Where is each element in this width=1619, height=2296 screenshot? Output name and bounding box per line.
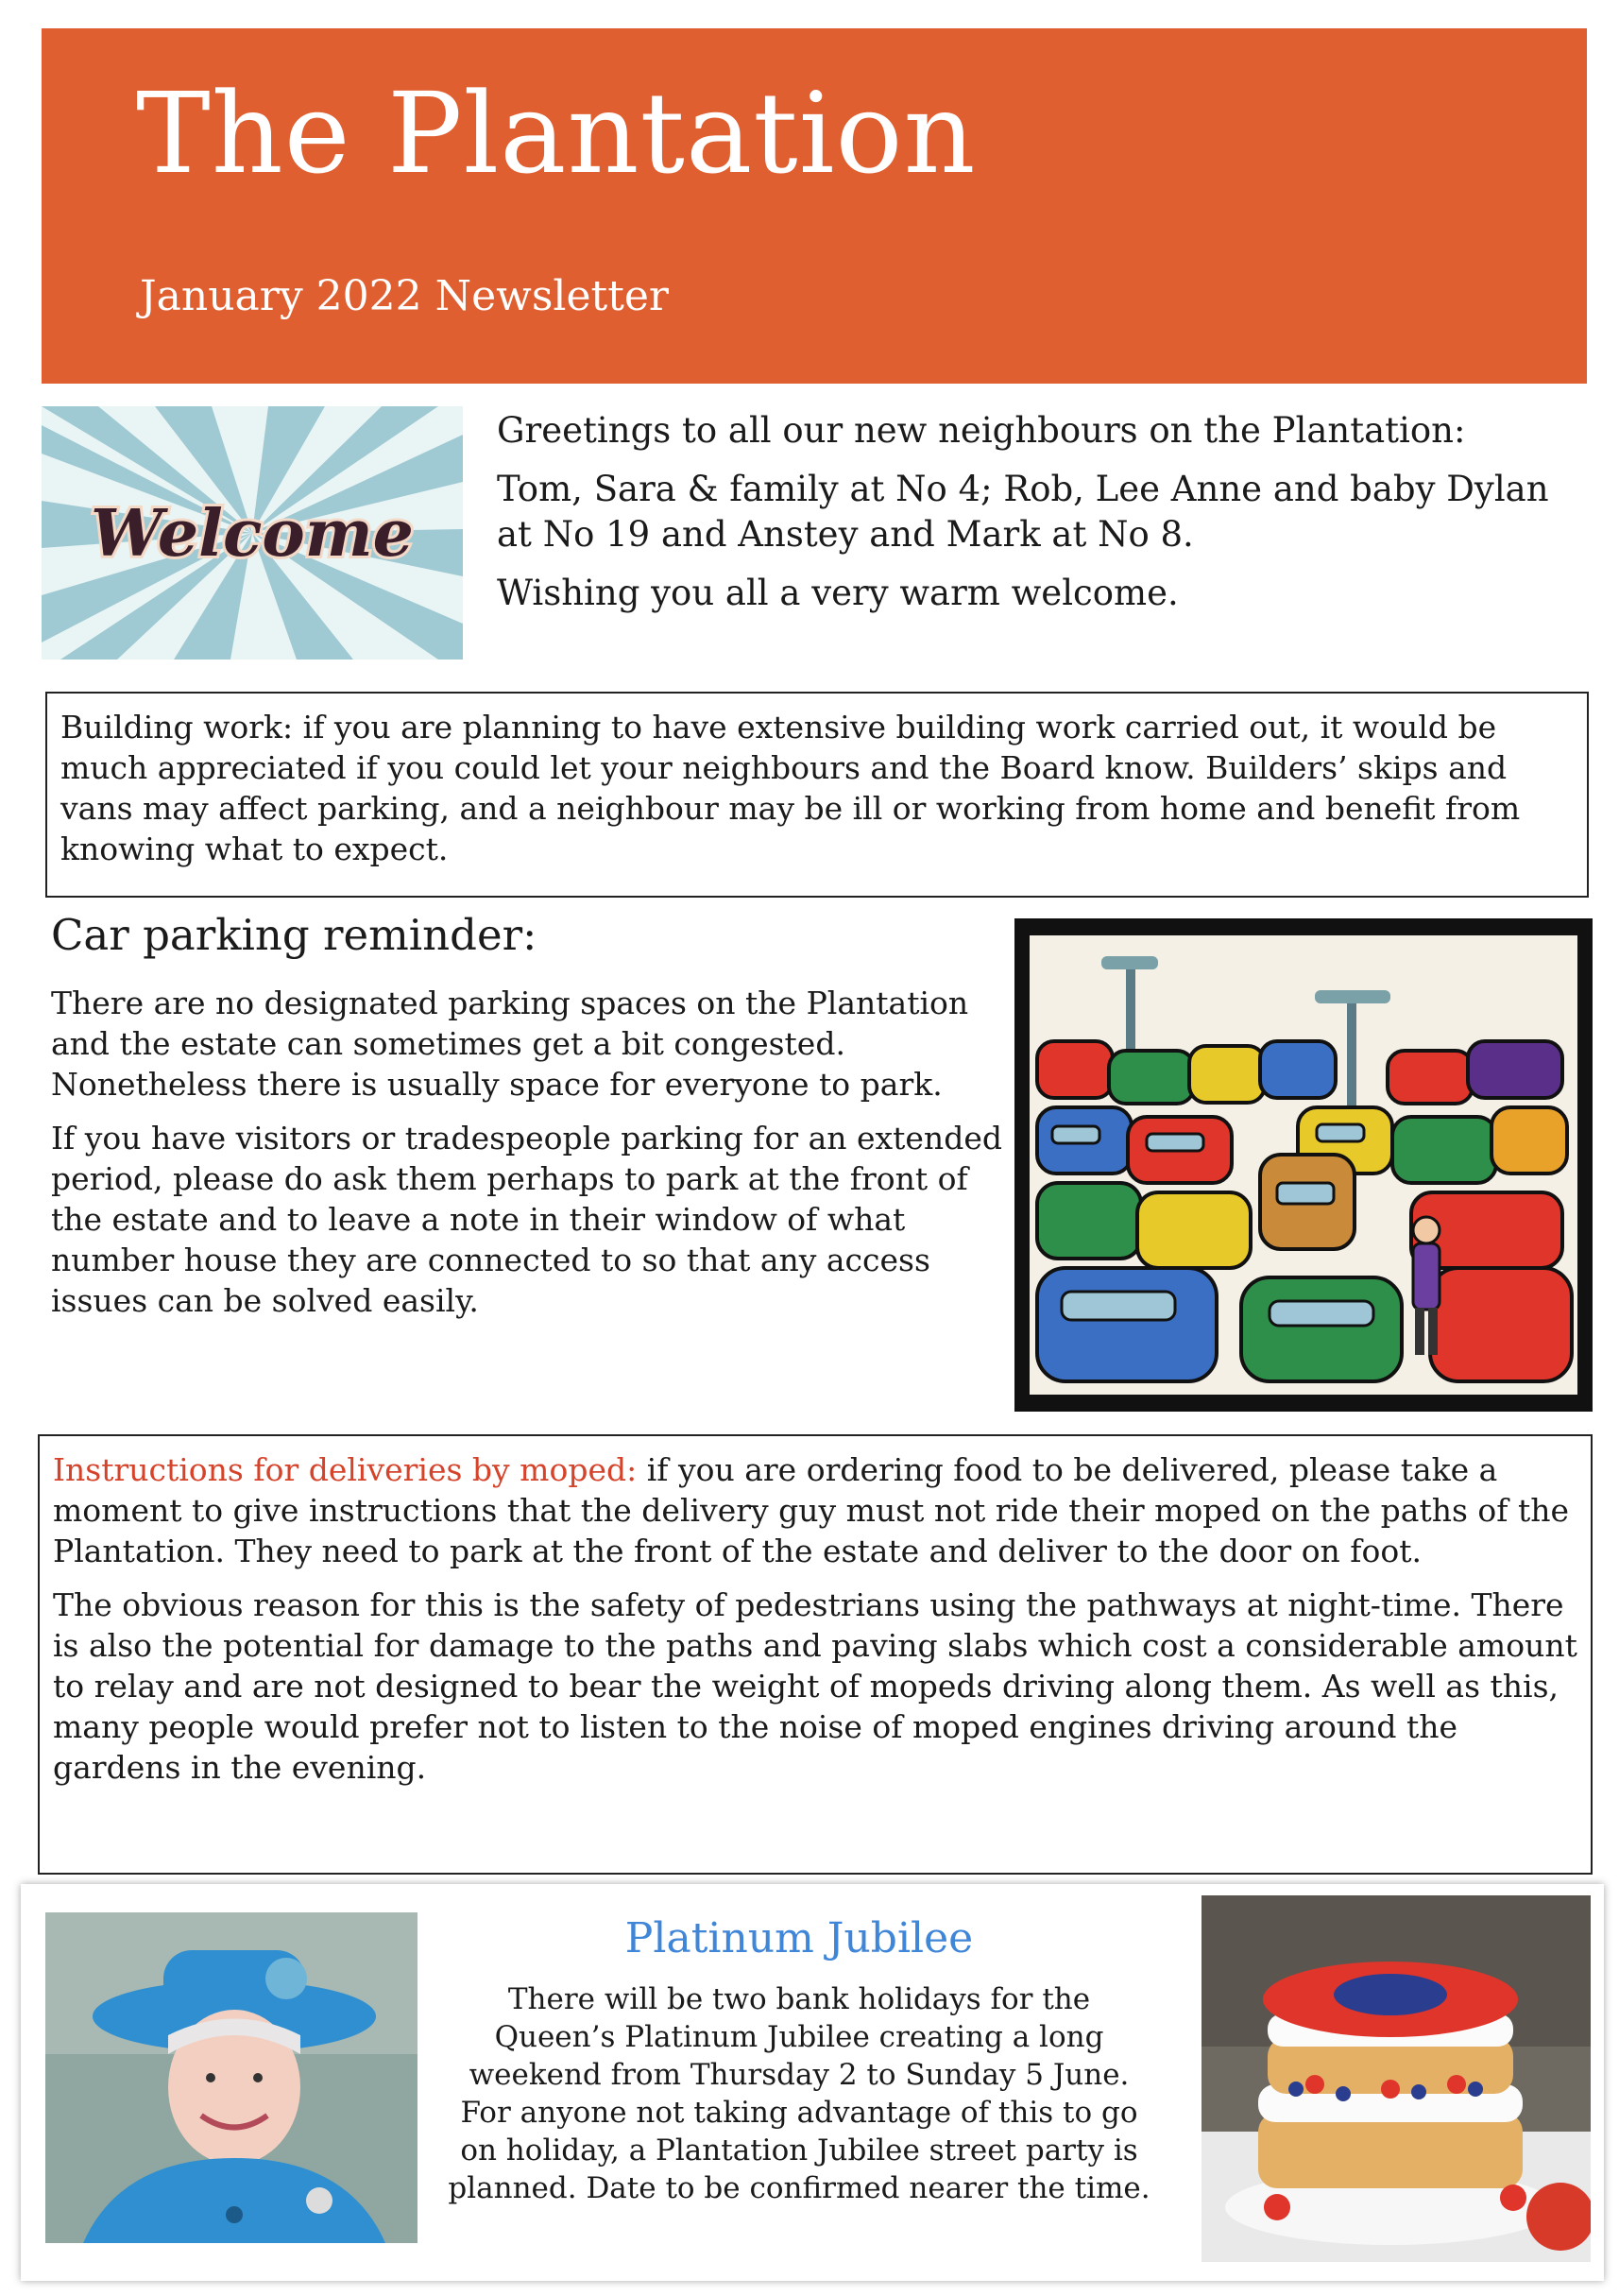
queen-photo bbox=[45, 1912, 418, 2243]
page-title: The Plantation bbox=[136, 68, 977, 198]
delivery-reason-paragraph: The obvious reason for this is the safety of pedestrians using the pathways at night-time. There is also the potential for damage to the paths and paving slabs which cost a considerable amount to relay and are not designed to bear the weight of mopeds driving along them. As well as this, many people would prefer not to listen to the noise of moped engines driving around the gardens in the evening. bbox=[53, 1586, 1577, 1786]
welcome-greeting: Greetings to all our new neighbours on the Plantation: bbox=[497, 410, 1466, 451]
car-park-illustration bbox=[1014, 918, 1593, 1412]
cake-photo bbox=[1201, 1895, 1591, 2262]
parking-section bbox=[51, 983, 1005, 1334]
building-work-box bbox=[45, 692, 1589, 898]
delivery-first-text: if you are ordering food to be delivered, please take a moment to give instructions that the delivery guy must not ride their moped on the paths of the Plantation. They need to park at the front of the estate and deliver to the door on foot. bbox=[53, 1451, 1570, 1569]
delivery-instructions-box bbox=[38, 1434, 1593, 1875]
parking-paragraph: If you have visitors or tradespeople parking for an extended period, please do ask them perhaps to park at the front of the estate and to leave a note in their window of what number house they are connected to so that any access issues can be solved easily. bbox=[51, 1120, 1002, 1319]
parking-heading: Car parking reminder: bbox=[51, 910, 537, 960]
delivery-lead: Instructions for deliveries by moped: bbox=[53, 1451, 638, 1488]
jubilee-heading: Platinum Jubilee bbox=[624, 1914, 974, 1962]
welcome-section bbox=[497, 408, 1583, 629]
newsletter-header bbox=[42, 28, 1587, 384]
welcome-image bbox=[42, 406, 463, 660]
building-work-text: Building work: if you are planning to have extensive building work carried out, it would be much appreciated if you could let your neighbours and the Board know. Builders’ skips and vans may affect parking, and a neighbour may be ill or working from home and benefit from knowing what to expect. bbox=[60, 709, 1521, 867]
welcome-image-text: Welcome bbox=[91, 496, 414, 572]
delivery-paragraph bbox=[53, 1449, 1577, 1571]
jubilee-text: There will be two bank holidays for the Queen’s Platinum Jubilee creating a long weekend from Thursday 2 to Sunday 5 June. For anyone not taking advantage of this to go on holiday, a Plantation Jubilee street party is planned. Date to be confirmed nearer the time. bbox=[448, 1982, 1150, 2205]
parking-paragraph: There are no designated parking spaces on the Plantation and the estate can sometimes get a bit congested. Nonetheless there is usually space for everyone to park. bbox=[51, 985, 969, 1103]
page-subtitle: January 2022 Newsletter bbox=[140, 272, 669, 320]
welcome-names: Tom, Sara & family at No 4; Rob, Lee Anne and baby Dylan at No 19 and Anstey and Mark at No 8. bbox=[497, 469, 1549, 555]
welcome-closing: Wishing you all a very warm welcome. bbox=[497, 573, 1179, 613]
